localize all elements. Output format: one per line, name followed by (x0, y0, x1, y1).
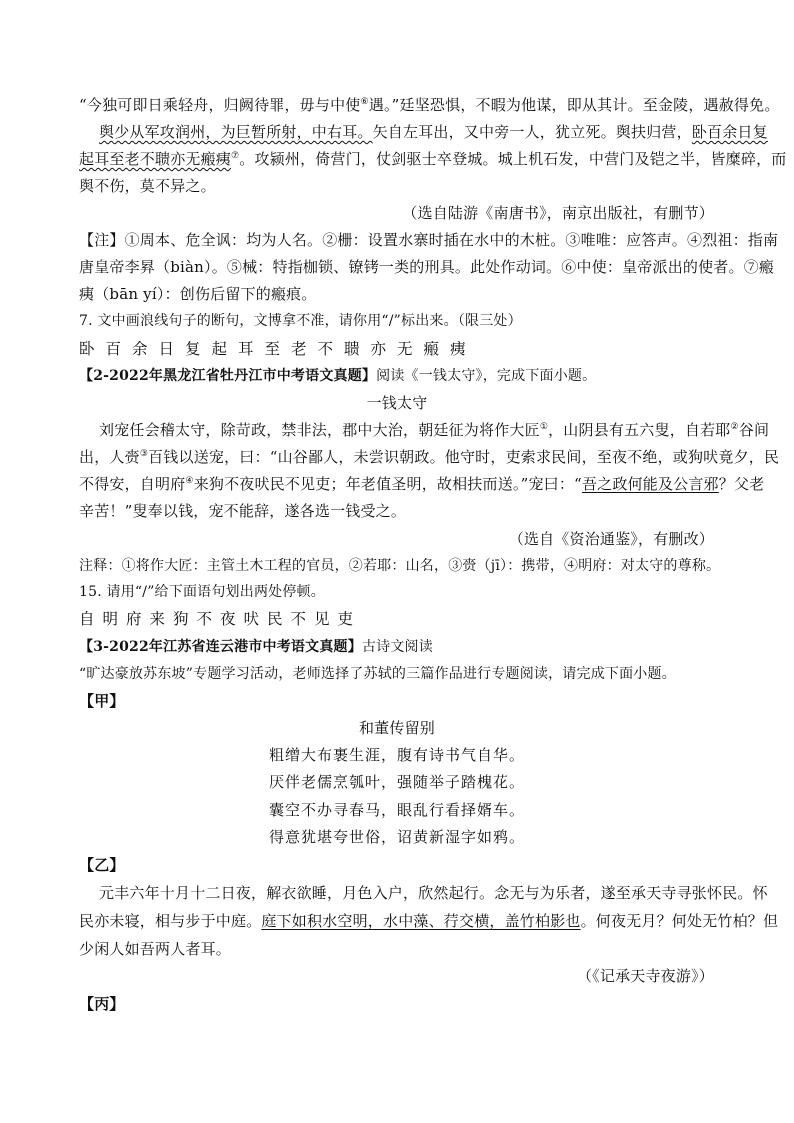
passage-line: 民亦未寝，相与步于中庭。庭下如积水空明，水中藻、荇交横，盖竹柏影也。何夜无月？何处无竹柏？但 (79, 912, 779, 930)
passage-line: 舆不伤，莫不异之。 (79, 177, 216, 195)
question-15: 15. 请用“/”给下面语句划出两处停顿。 (79, 584, 325, 600)
passage-line: 辛苦！”叟奉以钱，宠不能辞，遂各选一钱受之。 (79, 502, 407, 520)
poem-line: 粗缯大布裹生涯，腹有诗书气自华。 (268, 746, 525, 764)
annotation-line: 唐皇帝李昪（biàn）。⑤械：特指枷锁、镣铐一类的刑具。此处作动词。⑥中使：皇帝派出的使者。⑦瘢 (79, 258, 775, 276)
source-citation: （选自陆游《南唐书》，南京出版社，有删节） (402, 204, 714, 222)
passage-line: 起耳至老不聩亦无瘢痍⑦。攻颍州，倚营门，仗剑驱士卒登城。城上机石发，中营门及铠之半，皆糜碎，而 (79, 150, 787, 168)
part-label-bing: 【丙】 (79, 995, 125, 1013)
passage-line: 刘宠任会稽太守，除苛政，禁非法，郡中大治，朝廷征为将作大匠①，山阴县有五六叟，自若耶②谷间 (99, 421, 770, 439)
question-7: 7. 文中画浪线句子的断句，文博拿不准，请你用“/”标出来。（限三处） (79, 313, 522, 329)
passage-line: 少闲人如吾两人者耳。 (79, 940, 232, 958)
intro-line: “旷达豪放苏东坡”专题学习活动，老师选择了苏轼的三篇作品进行专题阅读，请完成下面小题。 (79, 666, 676, 682)
passage-line: 不得安，自明府④来狗不夜吠民不见吏；年老值圣明，故相扶而送。”宠曰：“吾之政何能及公言邪？父老 (79, 475, 765, 493)
wavy-underlined-sentence: 卧百余日复 (691, 123, 768, 141)
wavy-underlined-sentence: 起耳至老不聩亦无瘢痍 (79, 150, 232, 168)
underlined-sentence: 吾之政何能及公言邪 (581, 475, 719, 493)
underlined-sentence: 庭下如积水空明，水中藻、荇交横，盖竹柏影也 (261, 912, 581, 930)
poem-line: 囊空不办寻春马，眼乱行看择婿车。 (268, 801, 525, 819)
poem-line: 得意犹堪夸世俗，诏黄新湿字如鸦。 (268, 828, 525, 846)
annotation-line: 注释：①将作大匠：主管土木工程的官员，②若耶：山名，③赍（jī）：携带，④明府：对太守的尊称。 (79, 558, 721, 574)
poem-title: 和董传留别 (358, 719, 435, 737)
poem-line: 厌伴老儒烹瓠叶，强随举子踏槐花。 (268, 773, 525, 791)
passage-title: 一钱太守 (366, 394, 428, 412)
source-citation: （选自《资治通鉴》，有删改） (508, 530, 714, 548)
passage-line: 出，人赍③百钱以送宠，曰：“山谷鄙人，未尝识朝政。他守时，吏索求民间，至夜不绝，或狗吠竟夕，民 (79, 448, 780, 466)
part-label-jia: 【甲】 (79, 692, 125, 710)
section-header: 【2-2022年黑龙江省牡丹江市中考语文真题】阅读《一钱太守》，完成下面小题。 (79, 368, 597, 384)
question-15-sentence: 自明府来狗不夜吠民不见吏 (79, 610, 362, 628)
passage-line: 舆少从军攻润州，为巨暂所射，中右耳。矢自左耳出，又中旁一人，犹立死。舆扶归营，卧百余日复 (99, 123, 768, 141)
part-label-yi: 【乙】 (79, 856, 125, 874)
source-citation: （《记承天寺夜游》） (576, 967, 714, 985)
passage-line: “今独可即日乘轻舟，归阙待罪，毋与中使⑥遇。”廷坚恐惧，不暇为他谋，即从其计。至金陵，遇赦得免。 (79, 96, 780, 114)
passage-line: 元丰六年十月十二日夜，解衣欲睡，月色入户，欣然起行。念无与为乐者，遂至承天寺寻张怀民。怀 (99, 884, 768, 902)
section-header: 【3-2022年江苏省连云港市中考语文真题】古诗文阅读 (79, 639, 433, 655)
wavy-underlined-sentence: 舆少从军攻润州，为巨暂所射，中右耳。 (99, 123, 373, 141)
annotation-line: 痍（bān yí）：创伤后留下的瘢痕。 (79, 285, 317, 303)
question-7-sentence: 卧百余日复起耳至老不聩亦无瘢痍 (79, 340, 477, 358)
annotation-line: 【注】①周本、危全讽：均为人名。②栅：设置水寨时插在水中的木桩。③唯唯：应答声。④烈祖：指南 (79, 231, 779, 249)
